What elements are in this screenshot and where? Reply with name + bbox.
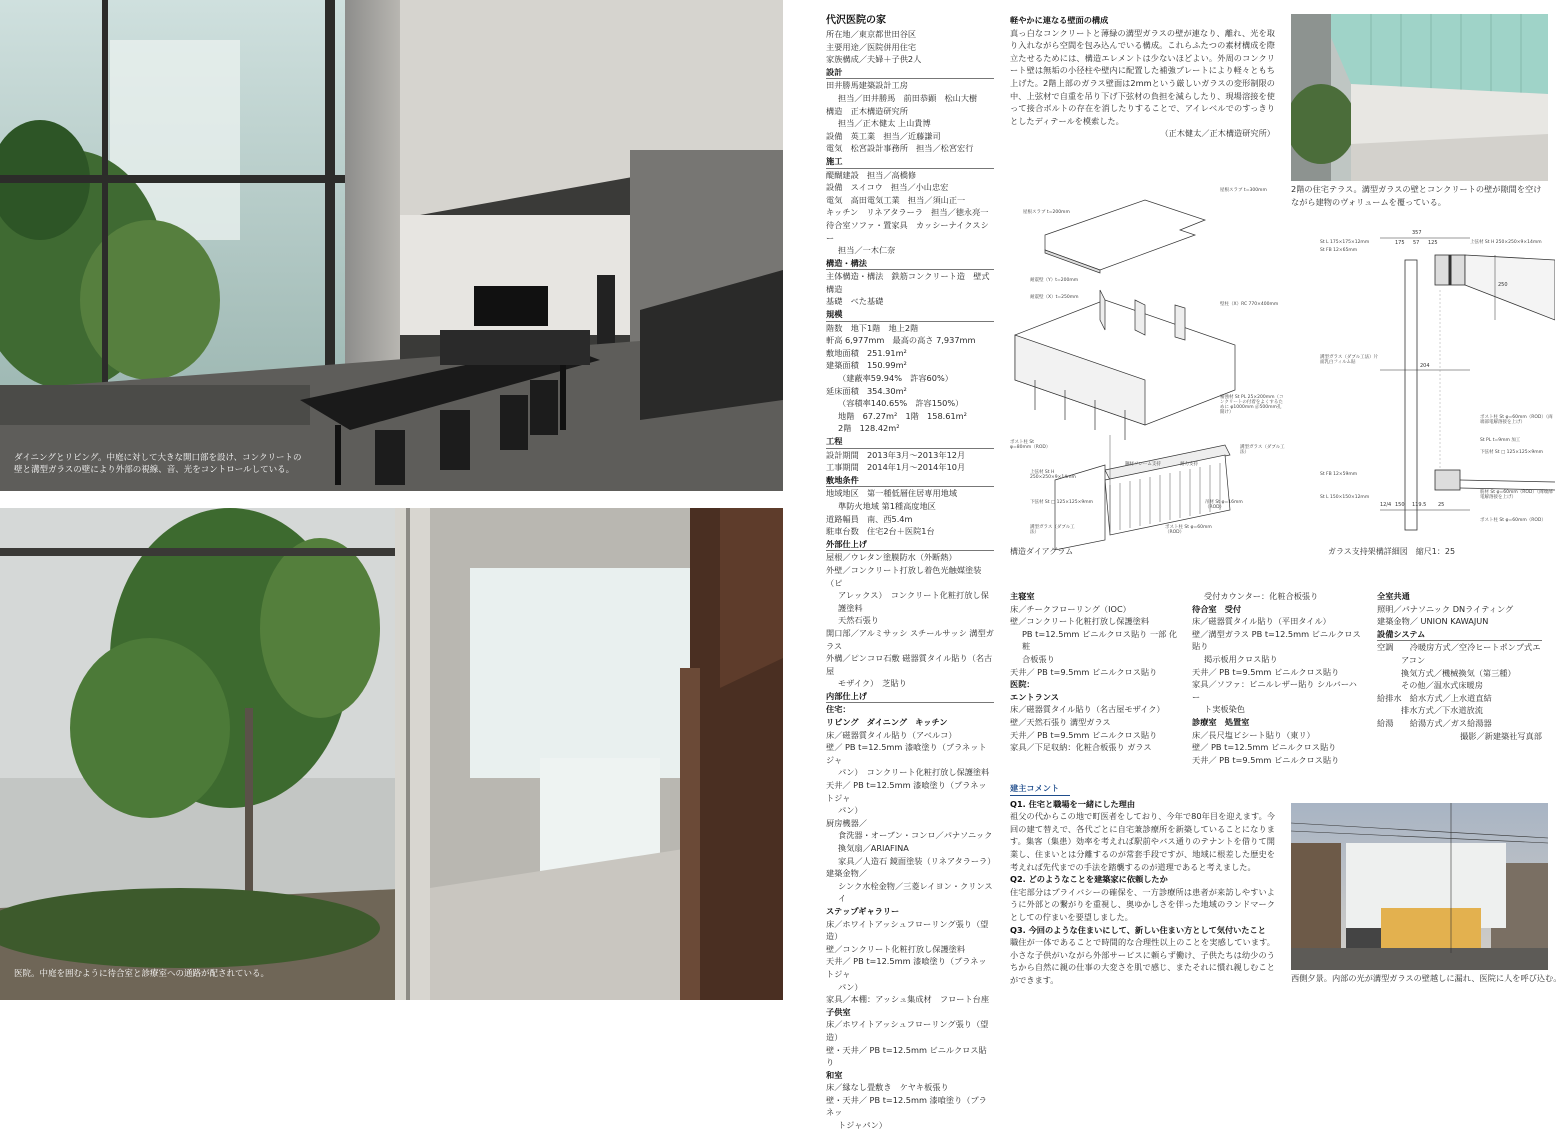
comment-title: 建主コメント bbox=[1010, 782, 1070, 796]
spec-line: 設備 スイコウ 担当／小山忠宏 bbox=[826, 182, 949, 193]
room-spec-line: PB t=12.5mm ビニルクロス貼り 一部 化粧 bbox=[1022, 628, 1178, 652]
spec-line: 主体構造・構法 鉄筋コンクリート造 壁式構造 bbox=[826, 271, 990, 294]
diagram-caption: 構造ダイアグラム bbox=[1010, 547, 1074, 556]
diagram-label: 吊材 St φ=16mm（ROD） bbox=[1205, 500, 1243, 510]
diagram-label: 壁柱（X）RC 770×400mm bbox=[1220, 302, 1279, 307]
detail-label: ポスト柱 St φ=60mm（ROD） bbox=[1480, 518, 1546, 523]
common-spec-line: 建築金物／ UNION KAWAJUN bbox=[1377, 616, 1489, 627]
spec-line: 電気 高田電気工業 担当／須山正一 bbox=[826, 194, 966, 205]
spec-line: シンク水栓金物／三菱レイヨン・クリンスイ bbox=[838, 880, 993, 904]
room-spec-line: 床／磁器質タイル貼り（名古屋モザイク） bbox=[1010, 704, 1165, 715]
living-caption: ダイニングとリビング。中庭に対して大きな開口部を設け、コンクリートの壁と溝型ガラスの壁により外部の視線、音、光をコントロールしている。 bbox=[14, 453, 302, 475]
spec-line: ステップギャラリー bbox=[826, 905, 900, 916]
common-spec-line: 給湯 給湯方式／ガス給湯器 bbox=[1377, 717, 1492, 728]
spec-line: 担当／田井勝馬 前田恭顕 松山大樹 bbox=[838, 92, 978, 103]
detail-label: St PL t=9mm 加工 bbox=[1480, 438, 1521, 443]
spec-line: 道路幅員 南、西5.4m bbox=[826, 513, 913, 524]
spec-line: 電気 松宮設計事務所 担当／松宮宏行 bbox=[826, 143, 974, 154]
spec-line: 住宅： bbox=[826, 704, 851, 715]
detail-dim: 250 bbox=[1498, 282, 1508, 288]
common-spec-line: 給排水 給水方式／上水道直結 bbox=[1377, 692, 1492, 703]
detail-dim: 125 bbox=[1428, 240, 1438, 246]
spec-line: パン） bbox=[838, 805, 863, 816]
room-spec-line: 合板張り bbox=[1022, 653, 1055, 664]
axonometric-diagram bbox=[1005, 180, 1285, 550]
diagram-label: 鋼材フレーム支持 bbox=[1125, 462, 1161, 467]
spec-line: 壁／コンクリート化粧打放し保護塗料 bbox=[826, 943, 966, 954]
photo-exterior bbox=[1291, 803, 1548, 970]
spec-line: 床／ホワイトアッシュフローリング張り（望造） bbox=[826, 1019, 989, 1042]
courtyard-image bbox=[0, 508, 783, 1000]
detail-dim: 25 bbox=[1438, 502, 1445, 508]
spec-line: リビング ダイニング キッチン bbox=[826, 717, 948, 728]
comment-a2: 住宅部分はプライバシーの確保を、一方診療所は患者が来訪しやすいように外部との繋がりを重視し、奥ゆかしさを伴った地域のランドマークとしての佇まいを要望しました。 bbox=[1010, 886, 1275, 922]
structure-body: 真っ白なコンクリートと薄緑の溝型ガラスの壁が連なり、離れ、光を取り入れながら空間を包み込んでいる構成。これらふたつの素材構成を際立たせるためには、構造エレメントは少ないほどよい。外周のコンクリート壁は無垢の小径柱や壁内に配置した補強プレートにより軽々ともち上げた。2階上部のガラス壁面は2mmという厳しいガラスの変形制限の中、上弦材で自重を吊り下げ下弦材の負担を減らしたり、現場溶接を使って接合ボルトの存在を消したりすることで、アイレベルでのすっきりとしたディテールを模索した。 bbox=[1010, 27, 1275, 126]
detail-label: 上弦材 St H 250×250×9×14mm bbox=[1470, 240, 1542, 245]
spec-line: 子供室 bbox=[826, 1006, 851, 1017]
spec-line: 外部仕上げ bbox=[826, 538, 994, 552]
spec-line: 所在地／東京都世田谷区 bbox=[826, 29, 917, 39]
spec-line: トジャパン） bbox=[838, 1120, 887, 1131]
comment-a3: 職住が一体であることで時間的な合理性以上のことを実感しています。小さな子供がいながら外部サービスに頼らず働け、子供たちは幼少のうちから自然に親の仕事の大変さを肌で感じ、またそれに慣れ親しむことができます。 bbox=[1010, 937, 1275, 985]
room-spec-line: 診療室 処置室 bbox=[1192, 716, 1250, 727]
detail-dim: 204 bbox=[1420, 363, 1430, 369]
rooms-column-2 bbox=[1192, 590, 1362, 766]
comment-a1: 祖父の代からこの地で町医者をしており、今年で80年目を迎えます。今回の建て替えで、各代ごとに自宅兼診療所を新築していることになります。集客（集患）効率を考えれば駅前やバス通りのテナントを借りて開業し、住まいとは分離するのが常套手段ですが、地域に根差した歴史を考えれば先代までの手法を踏襲するのが道理であると考えました。 bbox=[1010, 811, 1275, 872]
detail-caption: ガラス支持架構詳細図 縮尺1：25 bbox=[1328, 547, 1456, 556]
spec-line: 家具／人造石 鏡面塗装（リネアタラーラ） bbox=[838, 855, 996, 866]
detail-label: 溝型ガラス（ダブル工法）片面乳白フィルム貼 bbox=[1320, 355, 1379, 365]
spec-line: 内部仕上げ bbox=[826, 690, 994, 704]
exterior-image bbox=[1291, 803, 1548, 970]
photo-living-dining bbox=[0, 0, 783, 491]
comment-q1: Q1. 住宅と職場を一緒にした理由 bbox=[1010, 798, 1136, 809]
spec-line: 敷地条件 bbox=[826, 474, 994, 488]
room-spec-line: 受付カウンター：化粧合板張り bbox=[1204, 591, 1319, 601]
room-spec-line: 待合室 受付 bbox=[1192, 603, 1242, 614]
room-spec-line: 床／チークフローリング（IOC） bbox=[1010, 603, 1131, 614]
room-spec-line: 医院： bbox=[1010, 679, 1035, 690]
diagram-label: 補強材 St PL 25×200mm（コンクリートの付着をよくするために φ1000mm ＠500mm孔開け） bbox=[1220, 395, 1284, 415]
exterior-caption: 西側夕景。内部の光が溝型ガラスの壁越しに漏れ、医院に人を呼び込む。 bbox=[1291, 973, 1562, 983]
diagram-label: 上弦材 St H 250×250×9×14mm bbox=[1030, 470, 1076, 480]
room-spec-line: 床／磁器質タイル貼り（平田タイル） bbox=[1192, 616, 1331, 627]
common-spec-line: 撮影／新建築社写真部 bbox=[1460, 730, 1542, 741]
detail-label: St FB 12×65mm bbox=[1320, 248, 1358, 253]
room-spec-line: 床／長尺塩ビシート貼り（東リ） bbox=[1192, 729, 1315, 740]
terrace-image bbox=[1291, 14, 1548, 181]
spec-line: キッチン リネアタラーラ 担当／徳永亮一 bbox=[826, 207, 989, 218]
spec-line: （容積率140.65% 許容150%） bbox=[838, 398, 964, 409]
spec-line: 屋根／ウレタン塗膜防水（外断熱） bbox=[826, 552, 957, 563]
room-spec-line: 天井／ PB t=9.5mm ビニルクロス貼り bbox=[1192, 666, 1340, 677]
spec-line: パン） bbox=[838, 981, 863, 992]
room-spec-line: 家具／ソファ：ビニルレザー貼り シルバーハー bbox=[1192, 679, 1357, 702]
spec-line: 地域地区 第一種低層住居専用地域 bbox=[826, 488, 958, 499]
spec-line: 構造・構法 bbox=[826, 257, 994, 271]
spec-line: 壁・天井／ PB t=12.5mm ビニルクロス貼り bbox=[826, 1044, 987, 1068]
spec-line: 設備 英工業 担当／近藤謙司 bbox=[826, 130, 941, 141]
spec-line: 基礎 べた基礎 bbox=[826, 296, 884, 307]
spec-line: 床／縁なし畳敷き ケヤキ板張り bbox=[826, 1082, 949, 1093]
spec-line: 醍醐建設 担当／高橋修 bbox=[826, 169, 917, 180]
room-spec-line: 天井／ PB t=9.5mm ビニルクロス貼り bbox=[1010, 729, 1158, 740]
detail-dim: 119.5 bbox=[1412, 502, 1427, 508]
room-spec-line: 天井／ PB t=9.5mm ビニルクロス貼り bbox=[1192, 754, 1340, 765]
room-spec-line: 主寝室 bbox=[1010, 591, 1035, 601]
room-spec-line: ト実板染色 bbox=[1204, 704, 1245, 715]
detail-label: ポスト柱 St φ=60mm（ROD）（両端部電解溶接を上げ） bbox=[1480, 415, 1553, 425]
diagram-label: ポスト柱 St φ=80mm（ROD） bbox=[1010, 440, 1051, 450]
comment-q3: Q3. 今回のような住まいにして、新しい住まい方として気付いたこと bbox=[1010, 924, 1266, 935]
spec-line: 2階 128.42m² bbox=[838, 423, 900, 434]
spec-line: 外壁／コンクリート打放し着色光触媒塗装（ピ bbox=[826, 564, 982, 588]
spec-line: 延床面積 354.30m² bbox=[826, 385, 907, 396]
comment-q2: Q2. どのようなことを建築家に依頼したか bbox=[1010, 874, 1168, 885]
spec-line: 主要用途／医院併用住宅 bbox=[826, 41, 917, 52]
diagram-label: 耐震壁（X）t=250mm bbox=[1030, 295, 1079, 300]
structure-section bbox=[1010, 14, 1275, 140]
diagram-label: 下弦材 St □ 125×125×9mm bbox=[1030, 500, 1094, 505]
common-spec-line: 照明／パナソニック DNライティング bbox=[1377, 603, 1514, 614]
spec-line: 設計 bbox=[826, 66, 994, 80]
detail-label: St FB 12×59mm bbox=[1320, 472, 1358, 477]
diagram-label: 屋根スラブ t=300mm bbox=[1220, 188, 1267, 193]
spec-line: 担当／一木仁奈 bbox=[838, 245, 896, 256]
detail-dim: 150 bbox=[1395, 502, 1405, 508]
diagram-label: 耐力支持 bbox=[1180, 462, 1198, 467]
spec-line: 家具／本棚：アッシュ集成材 フロート台座 bbox=[826, 994, 990, 1005]
structure-credit: （正木健太／正木構造研究所） bbox=[1160, 128, 1275, 139]
spec-line: 工程 bbox=[826, 435, 994, 449]
living-dining-image bbox=[0, 0, 783, 491]
spec-line: 待合室ソファ・置家具 カッシーナイクスシー bbox=[826, 219, 989, 243]
spec-line: 設計期間 2013年3月〜2013年12月 bbox=[826, 449, 966, 460]
diagram-label: 溝型ガラス（ダブル工法） bbox=[1240, 445, 1285, 455]
spec-line: 地階 67.27m² 1階 158.61m² bbox=[838, 410, 967, 421]
glass-detail-drawing bbox=[1320, 210, 1555, 550]
spec-line: 敷地面積 251.91m² bbox=[826, 347, 907, 358]
room-spec-line: 壁／天然石張り 溝型ガラス bbox=[1010, 716, 1111, 727]
spec-line: 床／磁器質タイル貼り（アベルコ） bbox=[826, 729, 957, 740]
spec-line: 天然石張り bbox=[838, 615, 879, 626]
room-spec-line: 壁／コンクリート化粧打放し保護塗料 bbox=[1010, 616, 1150, 627]
rooms-column-1 bbox=[1010, 590, 1180, 754]
spec-line: 担当／正木健太 上山貴博 bbox=[838, 118, 931, 129]
detail-label: 下弦材 St □ 125×125×9mm bbox=[1480, 450, 1544, 455]
common-spec-line: アコン bbox=[1401, 654, 1426, 665]
detail-label: 筋材 St φ=60mm（ROD）（両端部電解溶接を上げ） bbox=[1480, 490, 1553, 500]
spec-line: 準防火地域 第1種高度地区 bbox=[838, 500, 936, 511]
diagram-label: 屋根スラブ t=200mm bbox=[1023, 210, 1070, 215]
room-spec-line: 家具／下足収納：化粧合板張り ガラス bbox=[1010, 742, 1152, 753]
spec-line: 開口部／アルミサッシ スチールサッシ 溝型ガラス bbox=[826, 627, 994, 651]
spec-line: （建蔽率59.94% 許容60%） bbox=[838, 373, 953, 384]
spec-line: 構造 正木構造研究所 bbox=[826, 105, 908, 116]
common-spec-line: 空調 冷暖房方式／空冷ヒートポンプ式エ bbox=[1377, 642, 1541, 653]
spec-line: 家族構成／夫婦＋子供2人 bbox=[826, 54, 922, 65]
diagram-label: ポスト柱 St φ=60mm（ROD） bbox=[1165, 525, 1212, 535]
spec-line: 施工 bbox=[826, 155, 994, 169]
spec-line: 食洗器・オーブン・コンロ／パナソニック bbox=[838, 830, 993, 841]
rooms-column-3 bbox=[1377, 590, 1542, 742]
diagram-label: 耐震壁（Y）t=200mm bbox=[1030, 278, 1079, 283]
spec-line: 外構／ピンコロ石敷 磁器質タイル貼り（名古屋 bbox=[826, 653, 993, 676]
spec-line: モザイク） 芝貼り bbox=[838, 678, 907, 689]
detail-dim: 57 bbox=[1413, 240, 1420, 246]
spec-line: 階数 地下1階 地上2階 bbox=[826, 322, 919, 333]
spec-line: 厨房機器／ bbox=[826, 817, 867, 828]
structure-diagram bbox=[1005, 180, 1285, 550]
spec-line: 代沢医院の家 bbox=[826, 15, 886, 26]
spec-column bbox=[826, 14, 994, 1132]
courtyard-caption: 医院。中庭を囲むように待合室と診療室への通路が配されている。 bbox=[14, 969, 270, 979]
spec-line: 規模 bbox=[826, 308, 994, 322]
room-spec-line: 壁／溝型ガラス PB t=12.5mm ビニルクロス貼り bbox=[1192, 628, 1361, 652]
spec-line: 換気扇／ARIAFINA bbox=[838, 843, 909, 853]
spec-line: 床／ホワイトアッシュフローリング張り（望造） bbox=[826, 918, 989, 942]
structure-title: 軽やかに連なる壁面の構成 bbox=[1010, 15, 1109, 25]
detail-dim: 357 bbox=[1412, 230, 1422, 236]
terrace-caption: 2階の住宅テラス。溝型ガラスの壁とコンクリートの壁が隙間を空けながら建物のヴォリュームを覆っている。 bbox=[1291, 184, 1542, 207]
common-spec-line: 排水方式／下水道放流 bbox=[1401, 705, 1483, 716]
spec-line: 田井勝馬建築設計工房 bbox=[826, 80, 908, 91]
spec-line: 工事期間 2014年1月〜2014年10月 bbox=[826, 462, 966, 473]
common-spec-line: 換気方式／機械換気（第三種） bbox=[1401, 667, 1516, 678]
common-spec-line: 設備システム bbox=[1377, 628, 1542, 642]
spec-line: パン） コンクリート化粧打放し保護塗料 bbox=[838, 767, 990, 778]
detail-label: St L 150×150×12mm bbox=[1320, 495, 1370, 500]
owner-comment bbox=[1010, 782, 1275, 987]
detail-dim: 12/4 bbox=[1380, 502, 1392, 508]
spec-line: 壁／ PB t=12.5mm 漆喰塗り（プラネットジャ bbox=[826, 742, 987, 765]
photo-terrace bbox=[1291, 14, 1548, 181]
spec-line: 天井／ PB t=12.5mm 漆喰塗り（プラネットジャ bbox=[826, 956, 987, 979]
common-spec-line: 全室共通 bbox=[1377, 591, 1410, 601]
room-spec-line: エントランス bbox=[1010, 691, 1059, 702]
common-spec-line: その他／温水式床暖房 bbox=[1401, 680, 1483, 691]
spec-line: 壁・天井／ PB t=12.5mm 漆喰塗り（プラネッ bbox=[826, 1094, 987, 1118]
spec-line: 和室 bbox=[826, 1069, 843, 1080]
photo-courtyard bbox=[0, 508, 783, 1000]
detail-dim: 175 bbox=[1395, 240, 1405, 246]
spec-line: 建築面積 150.99m² bbox=[826, 360, 907, 371]
spec-line: 駐車台数 住宅2台＋医院1台 bbox=[826, 526, 935, 537]
room-spec-line: 掲示板用クロス貼り bbox=[1204, 653, 1278, 664]
spec-line: 天井／ PB t=12.5mm 漆喰塗り（プラネットジャ bbox=[826, 780, 987, 803]
detail-label: St L 175×175×12mm bbox=[1320, 240, 1370, 245]
spec-line: アレックス） コンクリート化粧打放し保護塗料 bbox=[838, 590, 989, 613]
room-spec-line: 壁／ PB t=12.5mm ビニルクロス貼り bbox=[1192, 742, 1337, 753]
diagram-label: 溝型ガラス（ダブル工法） bbox=[1030, 525, 1075, 535]
room-spec-line: 天井／ PB t=9.5mm ビニルクロス貼り bbox=[1010, 666, 1158, 677]
spec-line: 軒高 6,977mm 最高の高さ 7,937mm bbox=[826, 335, 976, 346]
spec-line: 建築金物／ bbox=[826, 868, 867, 879]
